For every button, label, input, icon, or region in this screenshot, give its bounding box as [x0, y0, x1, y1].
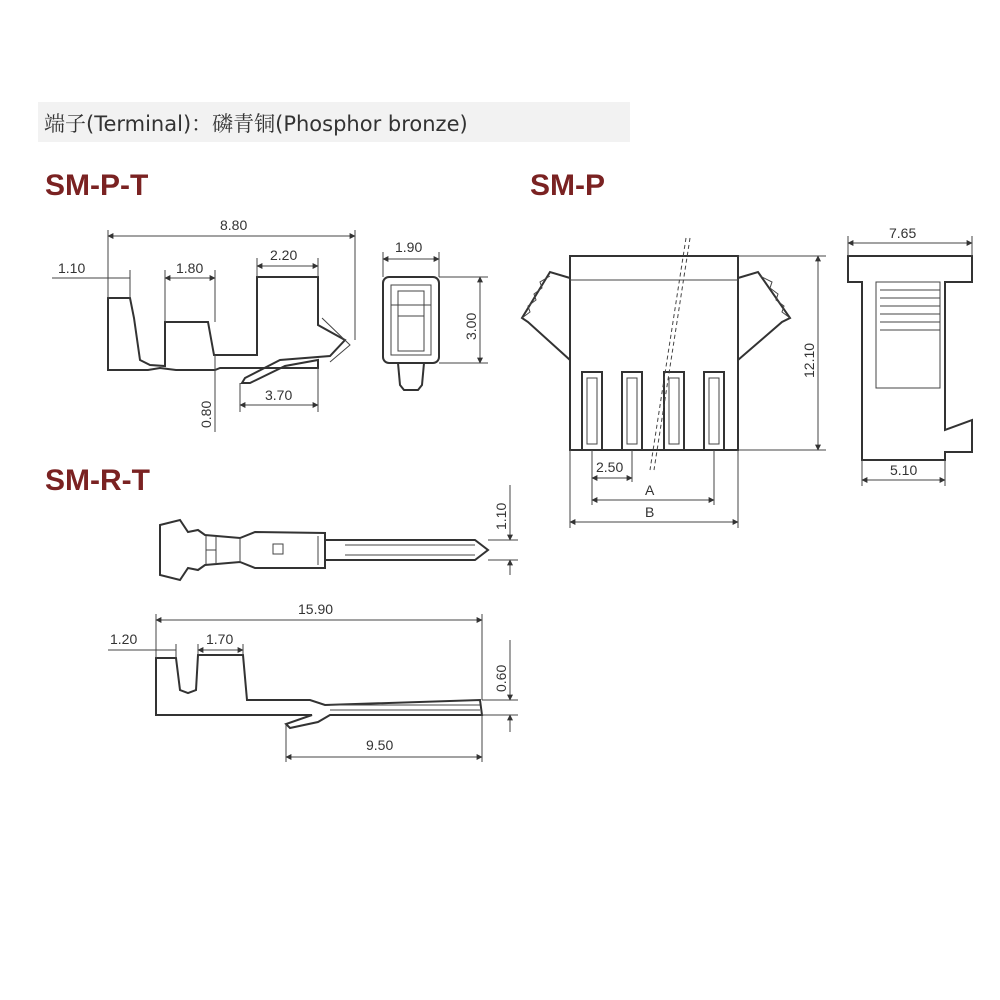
dim-1-20: 1.20 [110, 631, 138, 647]
sm-p-t-dimensions [52, 217, 355, 432]
sm-p-front-view [522, 238, 826, 528]
sm-r-t-top-view [160, 485, 518, 580]
dim-2-50: 2.50 [596, 459, 624, 475]
dim-7-65: 7.65 [889, 225, 917, 241]
sm-r-t-title: SM-R-T [45, 464, 150, 497]
dim-2-20: 2.20 [270, 247, 298, 263]
sm-p-t-title: SM-P-T [45, 169, 149, 202]
dim-0-60: 0.60 [493, 664, 509, 692]
dim-1-10: 1.10 [58, 260, 86, 276]
dim-3-70: 3.70 [265, 387, 293, 403]
dim-0-80: 0.80 [198, 400, 214, 428]
dim-5-10: 5.10 [890, 462, 918, 478]
dim-1-10-pin: 1.10 [493, 502, 509, 530]
sm-p-title: SM-P [530, 169, 605, 202]
dim-8-80: 8.80 [220, 217, 248, 233]
sm-p-side-view [848, 225, 972, 486]
sm-p-t-side-view [108, 277, 350, 383]
dim-1-90: 1.90 [395, 239, 423, 255]
dim-15-90: 15.90 [298, 601, 334, 617]
dim-1-80: 1.80 [176, 260, 204, 276]
material-header: 端子(Terminal)：磷青铜(Phosphor bronze) [44, 112, 468, 136]
sm-p-t-front-view [383, 239, 488, 390]
dim-1-70: 1.70 [206, 631, 234, 647]
dim-b: B [645, 504, 655, 520]
dim-3-00: 3.00 [463, 312, 479, 340]
sm-r-t-side-view [108, 601, 518, 762]
dim-12-10: 12.10 [801, 342, 817, 378]
dim-a: A [645, 482, 655, 498]
dim-9-50: 9.50 [366, 737, 394, 753]
